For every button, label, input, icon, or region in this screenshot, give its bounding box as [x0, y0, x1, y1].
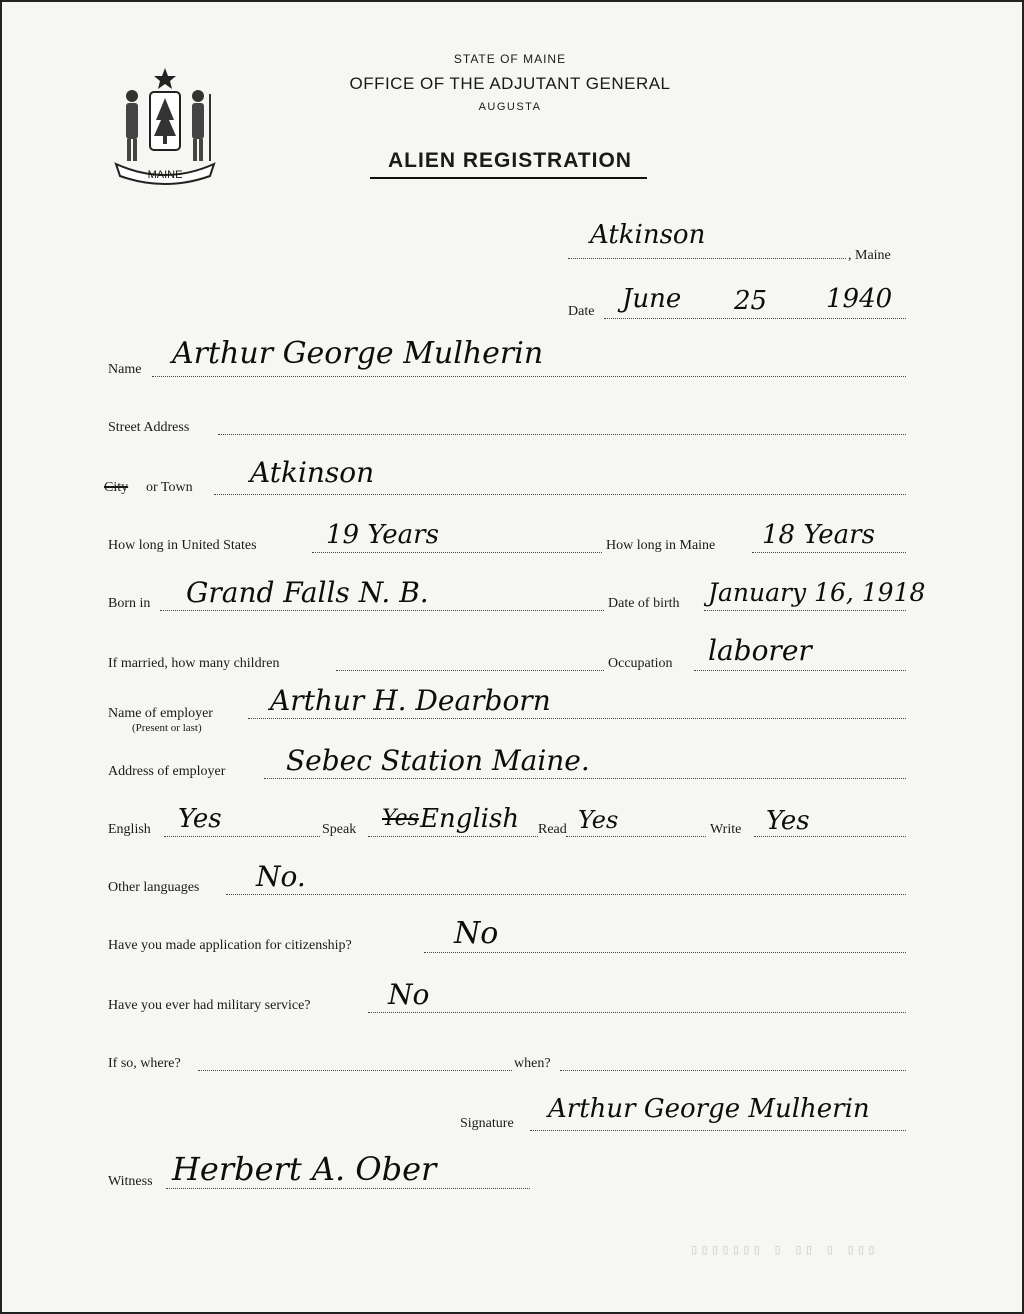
date-year-value: 1940	[826, 284, 893, 314]
street-address-label: Street Address	[108, 420, 190, 435]
name-label: Name	[108, 362, 142, 377]
date-of-birth-line	[704, 610, 906, 611]
title-underline	[370, 177, 647, 179]
how-long-maine-line	[752, 552, 906, 553]
military-line	[368, 1012, 906, 1013]
town-value: Atkinson	[250, 456, 375, 489]
or-town-label: or Town	[146, 480, 193, 495]
employer-address-value: Sebec Station Maine.	[286, 744, 590, 777]
citizenship-line	[424, 952, 906, 953]
citizenship-value: No	[454, 916, 499, 951]
english-value: Yes	[178, 804, 222, 834]
date-of-birth-value: January 16, 1918	[708, 578, 926, 607]
english-line	[164, 836, 320, 837]
speak-struck-value: Yes	[382, 806, 419, 831]
military-value: No	[388, 978, 430, 1011]
read-line	[566, 836, 706, 837]
occupation-value: laborer	[708, 634, 812, 667]
witness-label: Witness	[108, 1174, 153, 1189]
form-title: ALIEN REGISTRATION	[388, 149, 632, 172]
svg-text:MAINE: MAINE	[147, 169, 183, 181]
how-long-maine-label: How long in Maine	[606, 538, 716, 553]
town-line	[214, 494, 906, 495]
name-line	[152, 376, 906, 377]
speak-line	[368, 836, 538, 837]
speak-value: English	[420, 804, 520, 834]
other-languages-label: Other languages	[108, 880, 200, 895]
how-long-us-value: 19 Years	[326, 520, 439, 550]
write-label: Write	[710, 822, 742, 837]
other-languages-value: No.	[256, 860, 306, 893]
header-city: AUGUSTA	[478, 101, 542, 113]
signature-value: Arthur George Mulherin	[548, 1094, 870, 1124]
children-label: If married, how many children	[108, 656, 280, 671]
occupation-label: Occupation	[608, 656, 673, 671]
born-in-value: Grand Falls N. B.	[186, 576, 429, 609]
employer-name-sublabel: (Present or last)	[132, 722, 202, 734]
where-line	[198, 1070, 512, 1071]
how-long-us-line	[312, 552, 602, 553]
citizenship-label: Have you made application for citizenship?	[108, 938, 352, 953]
other-languages-line	[226, 894, 906, 895]
witness-line	[166, 1188, 530, 1189]
street-address-line	[218, 434, 906, 435]
city-label-struck: City	[104, 480, 129, 495]
read-label: Read	[538, 822, 567, 837]
when-line	[560, 1070, 906, 1071]
employer-address-label: Address of employer	[108, 764, 226, 779]
name-value: Arthur George Mulherin	[172, 336, 544, 371]
signature-label: Signature	[460, 1116, 514, 1131]
english-label: English	[108, 822, 151, 837]
header-office: OFFICE OF THE ADJUTANT GENERAL	[349, 74, 671, 93]
employer-address-line	[264, 778, 906, 779]
write-value: Yes	[766, 806, 810, 836]
faint-archive-stamp: ▯▯▯▯▯▯▯ ▯ ▯▯ ▯ ▯▯▯	[690, 1242, 878, 1258]
town-header-line	[568, 258, 846, 259]
signature-line	[530, 1130, 906, 1131]
date-line	[604, 318, 906, 319]
maine-state-seal	[110, 66, 220, 186]
date-label: Date	[568, 304, 595, 319]
how-long-us-label: How long in United States	[108, 538, 257, 553]
town-header-value: Atkinson	[590, 220, 706, 250]
employer-name-label: Name of employer	[108, 706, 213, 721]
speak-label: Speak	[322, 822, 357, 837]
header-state: STATE OF MAINE	[453, 52, 567, 66]
write-line	[754, 836, 906, 837]
born-in-label: Born in	[108, 596, 151, 611]
children-line	[336, 670, 604, 671]
employer-name-value: Arthur H. Dearborn	[270, 684, 551, 717]
date-of-birth-label: Date of birth	[608, 596, 680, 611]
witness-value: Herbert A. Ober	[172, 1150, 437, 1188]
where-label: If so, where?	[108, 1056, 181, 1071]
date-month-value: June	[622, 284, 682, 314]
read-value: Yes	[578, 806, 619, 834]
employer-name-line	[248, 718, 906, 719]
when-label: when?	[514, 1056, 551, 1071]
date-day-value: 25	[734, 286, 768, 316]
occupation-line	[694, 670, 906, 671]
maine-label: , Maine	[848, 248, 891, 263]
military-label: Have you ever had military service?	[108, 998, 311, 1013]
how-long-maine-value: 18 Years	[762, 520, 875, 550]
born-in-line	[160, 610, 604, 611]
